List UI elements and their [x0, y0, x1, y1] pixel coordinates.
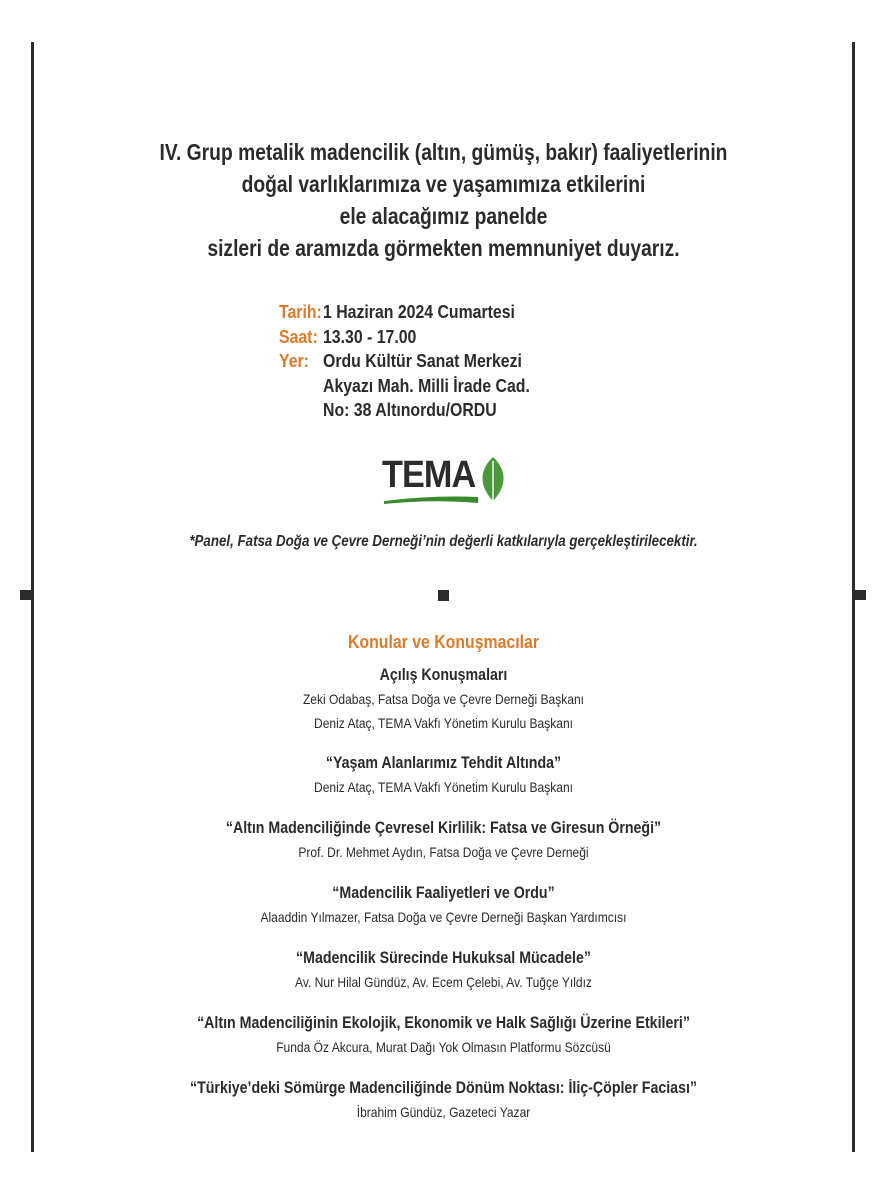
program-section	[60, 630, 827, 1124]
agenda-speaker: İbrahim Gündüz, Gazeteci Yazar	[356, 1104, 531, 1120]
agenda-title: “Altın Madenciliğinde Çevresel Kirlilik: Fatsa ve Giresun Örneği”	[225, 819, 662, 837]
place-line: No: 38 Altınordu/ORDU	[323, 400, 497, 420]
headline-line: ele alacağımız panelde	[339, 203, 548, 229]
agenda-item	[60, 816, 827, 864]
agenda-speaker: Zeki Odabaş, Fatsa Doğa ve Çevre Derneği Başkanı	[302, 691, 585, 707]
place-row	[279, 349, 530, 374]
date-label: Tarih:	[279, 302, 322, 322]
right-fold-mark	[852, 590, 866, 600]
invitation-headline	[129, 136, 758, 264]
leaf-icon	[478, 455, 508, 503]
place-line: Akyazı Mah. Milli İrade Cad.	[323, 375, 530, 396]
center-fold-mark	[438, 590, 449, 601]
agenda-item	[60, 1076, 827, 1124]
time-value: 13.30 - 17.00	[323, 326, 417, 347]
date-value: 1 Haziran 2024 Cumartesi	[323, 302, 515, 322]
logo-text: TEMA	[382, 454, 476, 496]
place-line: Ordu Kültür Sanat Merkezi	[323, 351, 522, 371]
agenda-speaker: Av. Nur Hilal Gündüz, Av. Ecem Çelebi, Av. Tuğçe Yıldız	[295, 974, 592, 990]
panel-note: *Panel, Fatsa Doğa ve Çevre Derneği’nin değerli katkılarıyla gerçekleştirilecektir.	[189, 533, 698, 550]
logo-swoosh-icon	[382, 493, 480, 505]
agenda-speaker: Deniz Ataç, TEMA Vakfı Yönetim Kurulu Başkanı	[314, 715, 573, 731]
headline-line: doğal varlıklarımıza ve yaşamımıza etkilerini	[241, 171, 646, 197]
agenda-title: “Türkiye’deki Sömürge Madenciliğinde Dönüm Noktası: İliç-Çöpler Faciası”	[189, 1079, 697, 1097]
headline-line: sizleri de aramızda görmekten memnuniyet duyarız.	[207, 235, 680, 261]
date-row	[279, 300, 530, 325]
time-label: Saat:	[279, 326, 318, 347]
place-row	[279, 398, 530, 423]
agenda-item	[60, 946, 827, 994]
agenda-speaker: Alaaddin Yılmazer, Fatsa Doğa ve Çevre Derneği Başkan Yardımcısı	[260, 909, 627, 925]
event-info	[279, 300, 530, 423]
agenda-title: Açılış Konuşmaları	[379, 666, 508, 684]
agenda-item	[60, 663, 827, 735]
tema-logo	[382, 453, 512, 513]
place-row	[279, 374, 530, 399]
agenda-speaker: Deniz Ataç, TEMA Vakfı Yönetim Kurulu Başkanı	[314, 779, 573, 795]
program-title: Konular ve Konuşmacılar	[347, 632, 540, 652]
agenda-item	[60, 751, 827, 799]
agenda-title: “Madencilik Sürecinde Hukuksal Mücadele”	[296, 949, 591, 967]
agenda-item	[60, 1011, 827, 1059]
headline-line: IV. Grup metalik madencilik (altın, gümüş, bakır) faaliyetlerinin	[159, 139, 728, 165]
agenda-speaker: Prof. Dr. Mehmet Aydın, Fatsa Doğa ve Çevre Derneği	[298, 844, 589, 860]
agenda-title: “Yaşam Alanlarımız Tehdit Altında”	[325, 754, 562, 772]
agenda-title: “Altın Madenciliğinin Ekolojik, Ekonomik ve Halk Sağlığı Üzerine Etkileri”	[197, 1014, 690, 1032]
place-label: Yer:	[279, 351, 309, 371]
left-fold-mark	[20, 590, 34, 600]
agenda-speaker: Funda Öz Akcura, Murat Dağı Yok Olmasın Platformu Sözcüsü	[276, 1039, 611, 1055]
agenda-title: “Madencilik Faaliyetleri ve Ordu”	[332, 884, 555, 902]
time-row	[279, 325, 530, 350]
agenda-item	[60, 881, 827, 929]
